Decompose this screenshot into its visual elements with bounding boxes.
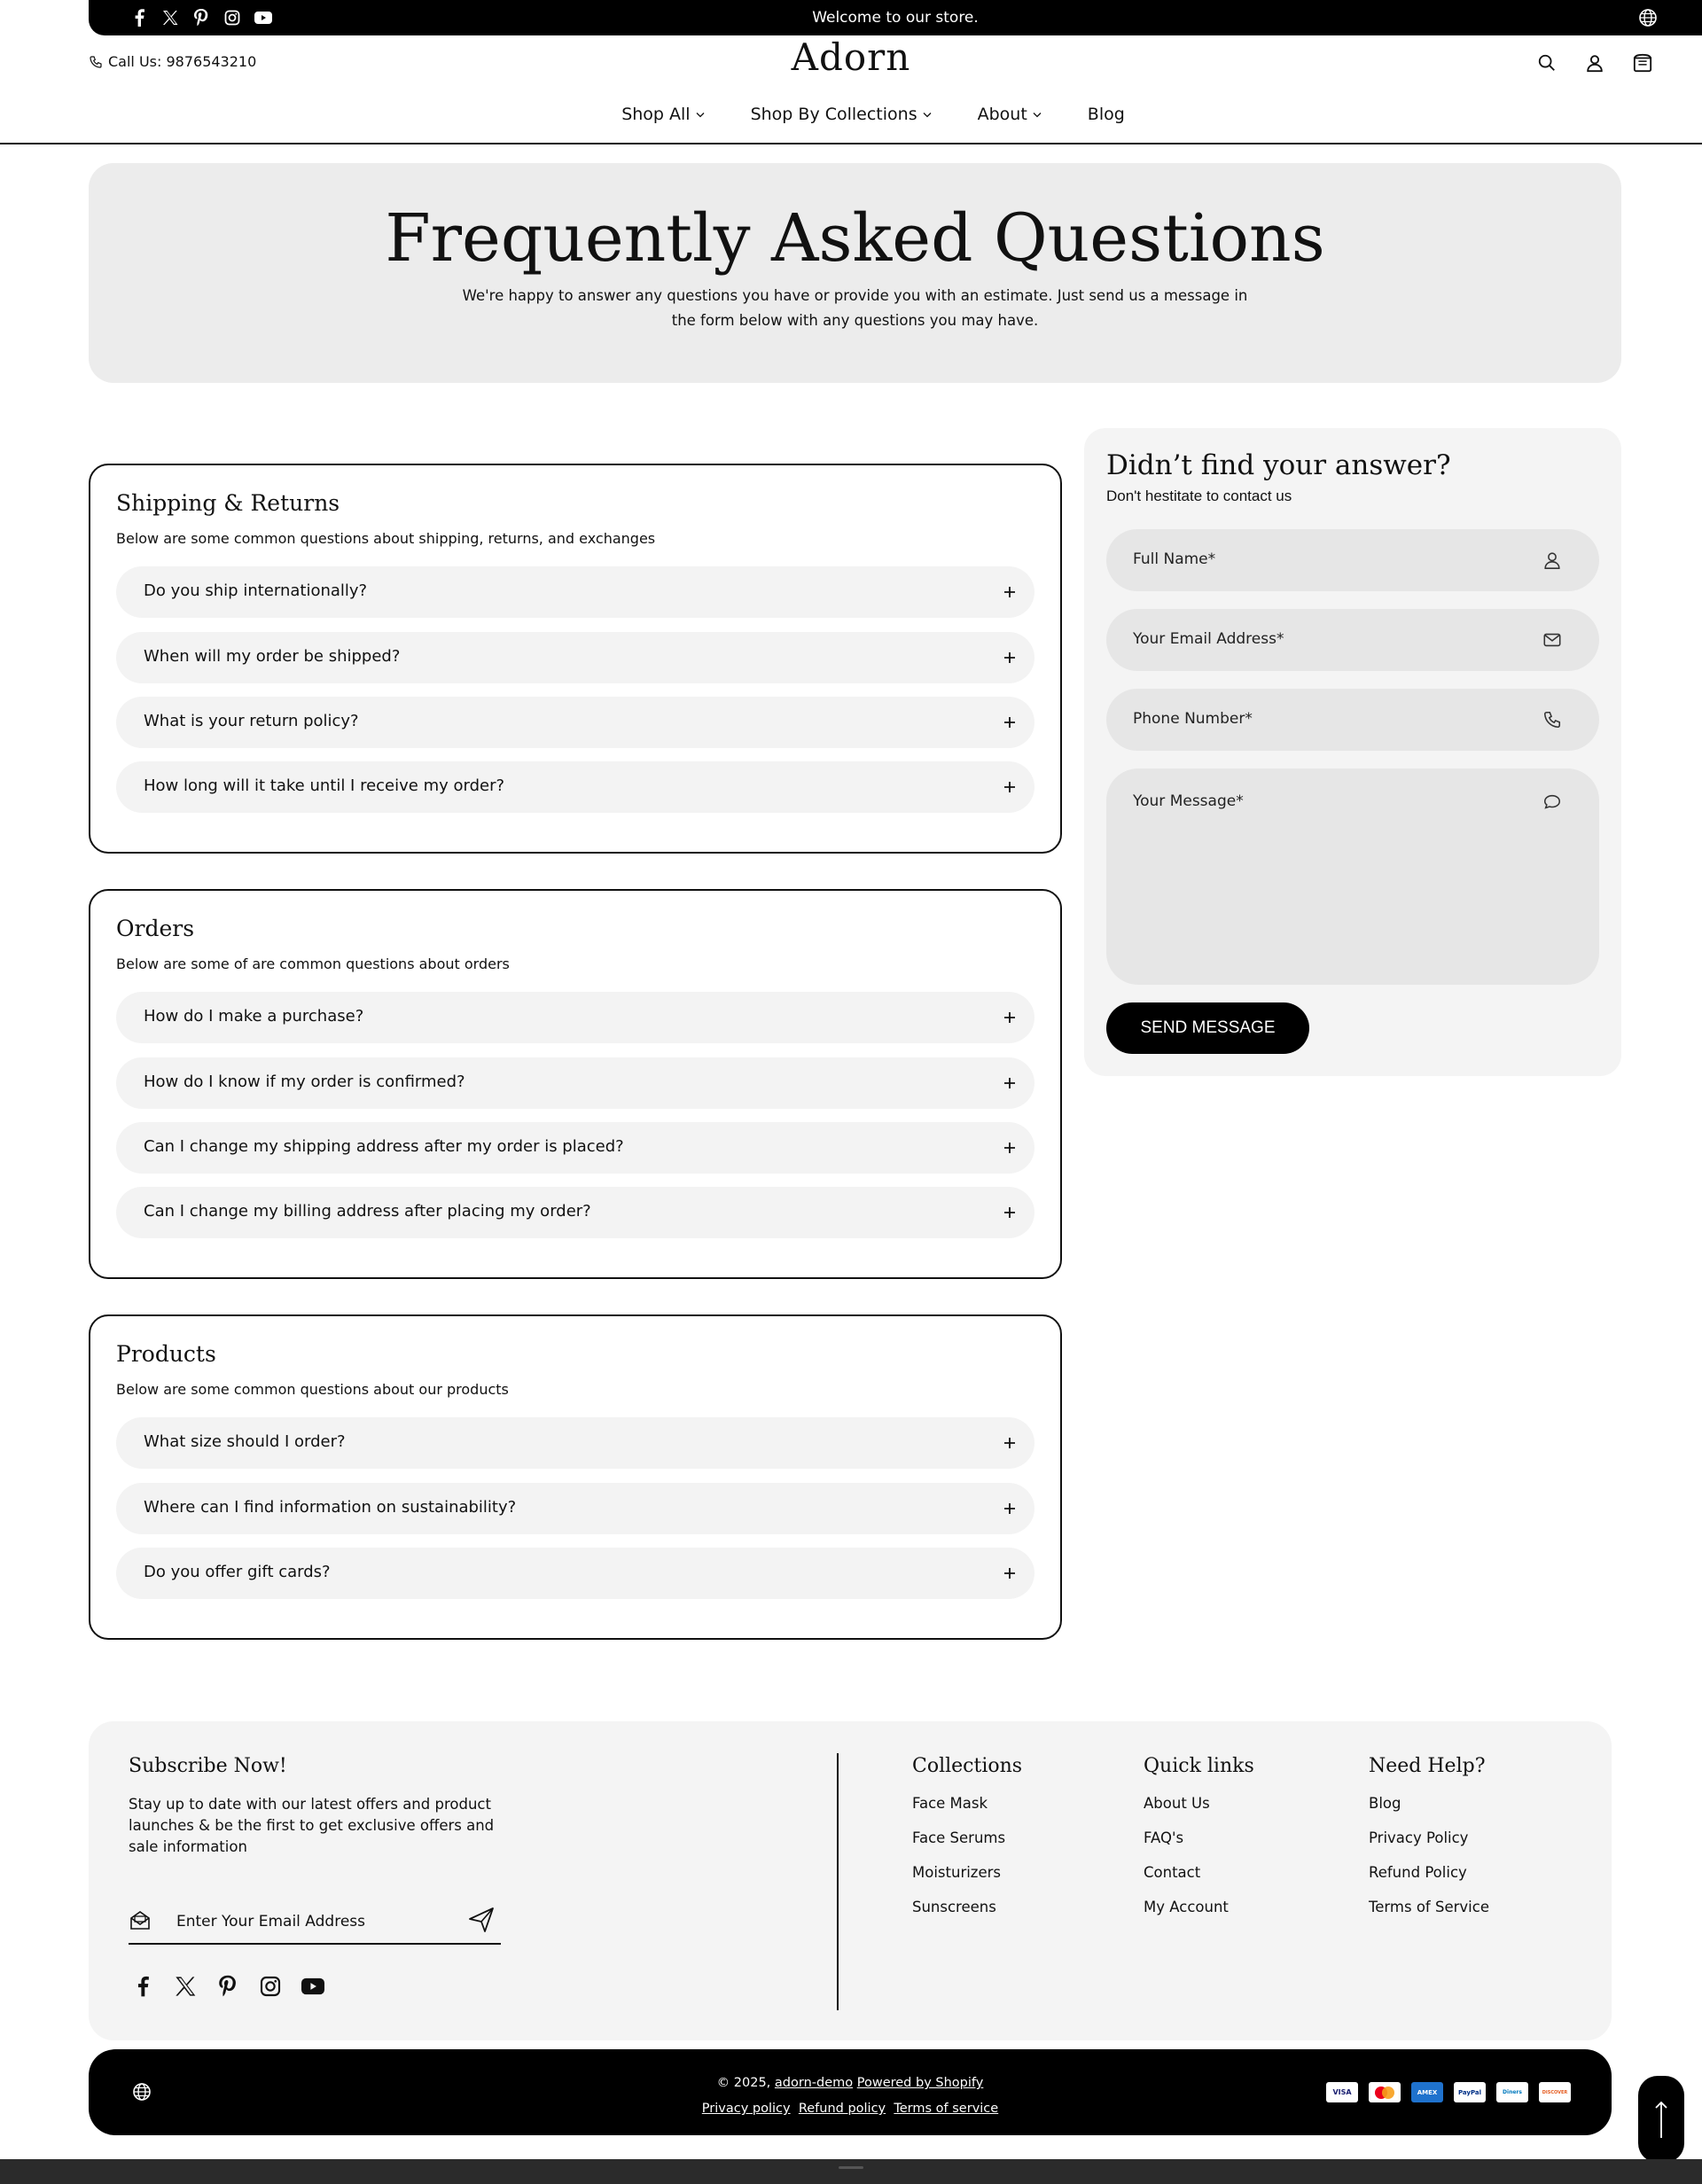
faq-question[interactable]: [116, 992, 1034, 1043]
payment-icons: [1326, 2082, 1571, 2102]
faq-section-products: [89, 1314, 1062, 1640]
footer-link[interactable]: Face Serums: [912, 1829, 1006, 1846]
section-subtitle: Below are some common questions about our products: [116, 1381, 509, 1398]
question-text: How do I make a purchase?: [144, 1007, 364, 1026]
paypal-icon: PayPal: [1454, 2082, 1486, 2102]
footer-link[interactable]: Face Mask: [912, 1795, 988, 1812]
mail-icon: [1542, 630, 1562, 650]
faq-question[interactable]: [116, 1483, 1034, 1534]
email-placeholder: Enter Your Email Address: [176, 1913, 365, 1930]
faq-question[interactable]: [116, 1187, 1034, 1238]
footer-col-collections: [912, 1755, 1022, 1933]
plus-icon: [1003, 1566, 1017, 1580]
faq-question[interactable]: [116, 1417, 1034, 1469]
full-name-field[interactable]: [1106, 529, 1599, 591]
footer-link[interactable]: Moisturizers: [912, 1864, 1001, 1881]
question-text: What is your return policy?: [144, 712, 359, 730]
nav-shop-all[interactable]: [621, 105, 704, 124]
globe-icon[interactable]: [1637, 7, 1659, 28]
faq-hero: [89, 163, 1621, 383]
chat-bubble-icon: [1542, 792, 1562, 812]
footer-social-links: [131, 1975, 324, 1998]
question-text: Where can I find information on sustainability?: [144, 1498, 517, 1517]
faq-question[interactable]: [116, 1057, 1034, 1109]
footer-link[interactable]: Refund Policy: [1369, 1864, 1467, 1881]
instagram-icon[interactable]: [259, 1975, 282, 1998]
header-divider: [0, 143, 1702, 144]
powered-by-link[interactable]: Powered by Shopify: [856, 2076, 984, 2090]
faq-question[interactable]: [116, 632, 1034, 683]
footer-col-title: Need Help?: [1369, 1755, 1486, 1777]
facebook-icon[interactable]: [131, 1975, 154, 1998]
contact-subtitle: Don't hestitate to contact us: [1106, 488, 1292, 504]
store-link[interactable]: adorn-demo: [774, 2076, 854, 2090]
section-subtitle: Below are some of are common questions about orders: [116, 956, 510, 972]
question-text: When will my order be shipped?: [144, 647, 401, 666]
section-title: Products: [116, 1341, 216, 1367]
faq-question[interactable]: [116, 1122, 1034, 1174]
hero-description: We're happy to answer any questions you have or provide you with an estimate. Just send us a message in the form below with any questions you may have.: [462, 287, 1248, 329]
question-text: Do you ship internationally?: [144, 581, 368, 600]
question-text: Can I change my billing address after placing my order?: [144, 1202, 591, 1221]
section-subtitle: Below are some common questions about shipping, returns, and exchanges: [116, 530, 656, 547]
plus-icon: [1003, 1076, 1017, 1090]
field-placeholder: Your Message*: [1133, 792, 1244, 810]
plus-icon: [1003, 651, 1017, 665]
footer-link[interactable]: Contact: [1144, 1864, 1201, 1881]
plus-icon: [1003, 1502, 1017, 1516]
subscribe-text: Stay up to date with our latest offers and product launches & be the first to get exclusive offers and sale information: [129, 1796, 495, 1855]
nav-shop-by-collections[interactable]: [751, 105, 932, 124]
faq-question[interactable]: [116, 761, 1034, 813]
field-placeholder: Phone Number*: [1133, 710, 1253, 728]
user-icon: [1542, 550, 1562, 570]
mail-open-icon: [129, 1909, 152, 1932]
amex-icon: AMEX: [1411, 2082, 1443, 2102]
footer-link[interactable]: My Account: [1144, 1899, 1229, 1915]
account-icon[interactable]: [1583, 51, 1606, 74]
store-logo[interactable]: Adorn: [791, 35, 911, 79]
newsletter-email-input[interactable]: [129, 1895, 501, 1945]
discover-icon: DISCOVER: [1539, 2082, 1571, 2102]
question-text: Can I change my shipping address after my order is placed?: [144, 1137, 624, 1156]
footer-link[interactable]: Terms of Service: [1369, 1899, 1489, 1915]
call-us-text: Call Us: 9876543210: [108, 53, 257, 70]
message-field[interactable]: [1106, 768, 1599, 985]
mastercard-icon: [1369, 2082, 1401, 2102]
site-footer: [89, 1721, 1612, 2040]
cart-icon[interactable]: [1631, 51, 1654, 74]
footer-col-title: Collections: [912, 1755, 1023, 1777]
footer-link[interactable]: About Us: [1144, 1795, 1210, 1812]
faq-question[interactable]: [116, 1548, 1034, 1599]
contact-form: [1084, 428, 1621, 1076]
footer-link[interactable]: Sunscreens: [912, 1899, 996, 1915]
send-message-button[interactable]: SEND MESSAGE: [1106, 1002, 1309, 1054]
contact-title: Didn’t find your answer?: [1106, 449, 1451, 481]
announcement-text: Welcome to our store.: [812, 9, 979, 27]
nav-blog[interactable]: [1088, 105, 1125, 124]
visa-icon: VISA: [1326, 2082, 1358, 2102]
back-to-top-button[interactable]: [1638, 2076, 1684, 2163]
field-placeholder: Full Name*: [1133, 550, 1216, 568]
question-text: How long will it take until I receive my order?: [144, 776, 505, 795]
arrow-up-icon: [1652, 2099, 1670, 2140]
header-actions: [1535, 51, 1654, 74]
nav-label: About: [977, 105, 1027, 124]
search-icon[interactable]: [1535, 51, 1558, 74]
plus-icon: [1003, 585, 1017, 599]
chevron-down-icon: [923, 112, 932, 118]
diners-club-icon: Diners: [1496, 2082, 1528, 2102]
policy-links: [89, 2102, 1612, 2116]
faq-question[interactable]: [116, 697, 1034, 748]
phone-field[interactable]: [1106, 689, 1599, 751]
nav-label: Shop By Collections: [750, 105, 917, 124]
plus-icon: [1003, 715, 1017, 729]
main-navigation: [0, 105, 1702, 124]
plus-icon: [1003, 1010, 1017, 1025]
chevron-down-icon: [1033, 112, 1042, 118]
nav-label: Shop All: [621, 105, 691, 124]
send-arrow-icon[interactable]: [467, 1906, 496, 1934]
footer-col-need-help: [1369, 1755, 1489, 1933]
footer-divider: [837, 1753, 839, 2010]
faq-section-orders: [89, 889, 1062, 1279]
subscribe-title: Subscribe Now!: [129, 1755, 287, 1777]
footer-col-title: Quick links: [1144, 1755, 1254, 1777]
email-field[interactable]: [1106, 609, 1599, 671]
resize-handle[interactable]: [839, 2166, 863, 2169]
footer-col-quick-links: [1144, 1755, 1254, 1933]
section-title: Orders: [116, 916, 195, 941]
x-icon[interactable]: [174, 1975, 197, 1998]
footer-link[interactable]: Blog: [1369, 1795, 1401, 1812]
footer-bottom-bar: [89, 2049, 1612, 2135]
pinterest-icon[interactable]: [216, 1975, 239, 1998]
faq-question[interactable]: [116, 566, 1034, 618]
faq-section-shipping: [89, 464, 1062, 854]
terms-of-service-link[interactable]: Terms of service: [894, 2102, 999, 2116]
page-title: Frequently Asked Questions: [385, 200, 1325, 277]
question-text: What size should I order?: [144, 1432, 346, 1451]
plus-icon: [1003, 780, 1017, 794]
field-placeholder: Your Email Address*: [1133, 630, 1284, 648]
plus-icon: [1003, 1205, 1017, 1220]
privacy-policy-link[interactable]: Privacy policy: [701, 2102, 791, 2116]
nav-label: Blog: [1087, 105, 1125, 124]
refund-policy-link[interactable]: Refund policy: [798, 2102, 886, 2116]
nav-about[interactable]: [978, 105, 1042, 124]
phone-icon: [1542, 710, 1562, 729]
browser-bottom-strip: [0, 2159, 1702, 2184]
youtube-icon[interactable]: [301, 1975, 324, 1998]
plus-icon: [1003, 1436, 1017, 1450]
announcement-bar: [89, 0, 1702, 35]
plus-icon: [1003, 1141, 1017, 1155]
footer-link[interactable]: FAQ's: [1144, 1829, 1184, 1846]
question-text: How do I know if my order is confirmed?: [144, 1072, 465, 1091]
section-title: Shipping & Returns: [116, 490, 340, 516]
chevron-down-icon: [696, 112, 705, 118]
copyright-text: © 2025,: [716, 2076, 771, 2090]
footer-link[interactable]: Privacy Policy: [1369, 1829, 1469, 1846]
question-text: Do you offer gift cards?: [144, 1563, 331, 1581]
